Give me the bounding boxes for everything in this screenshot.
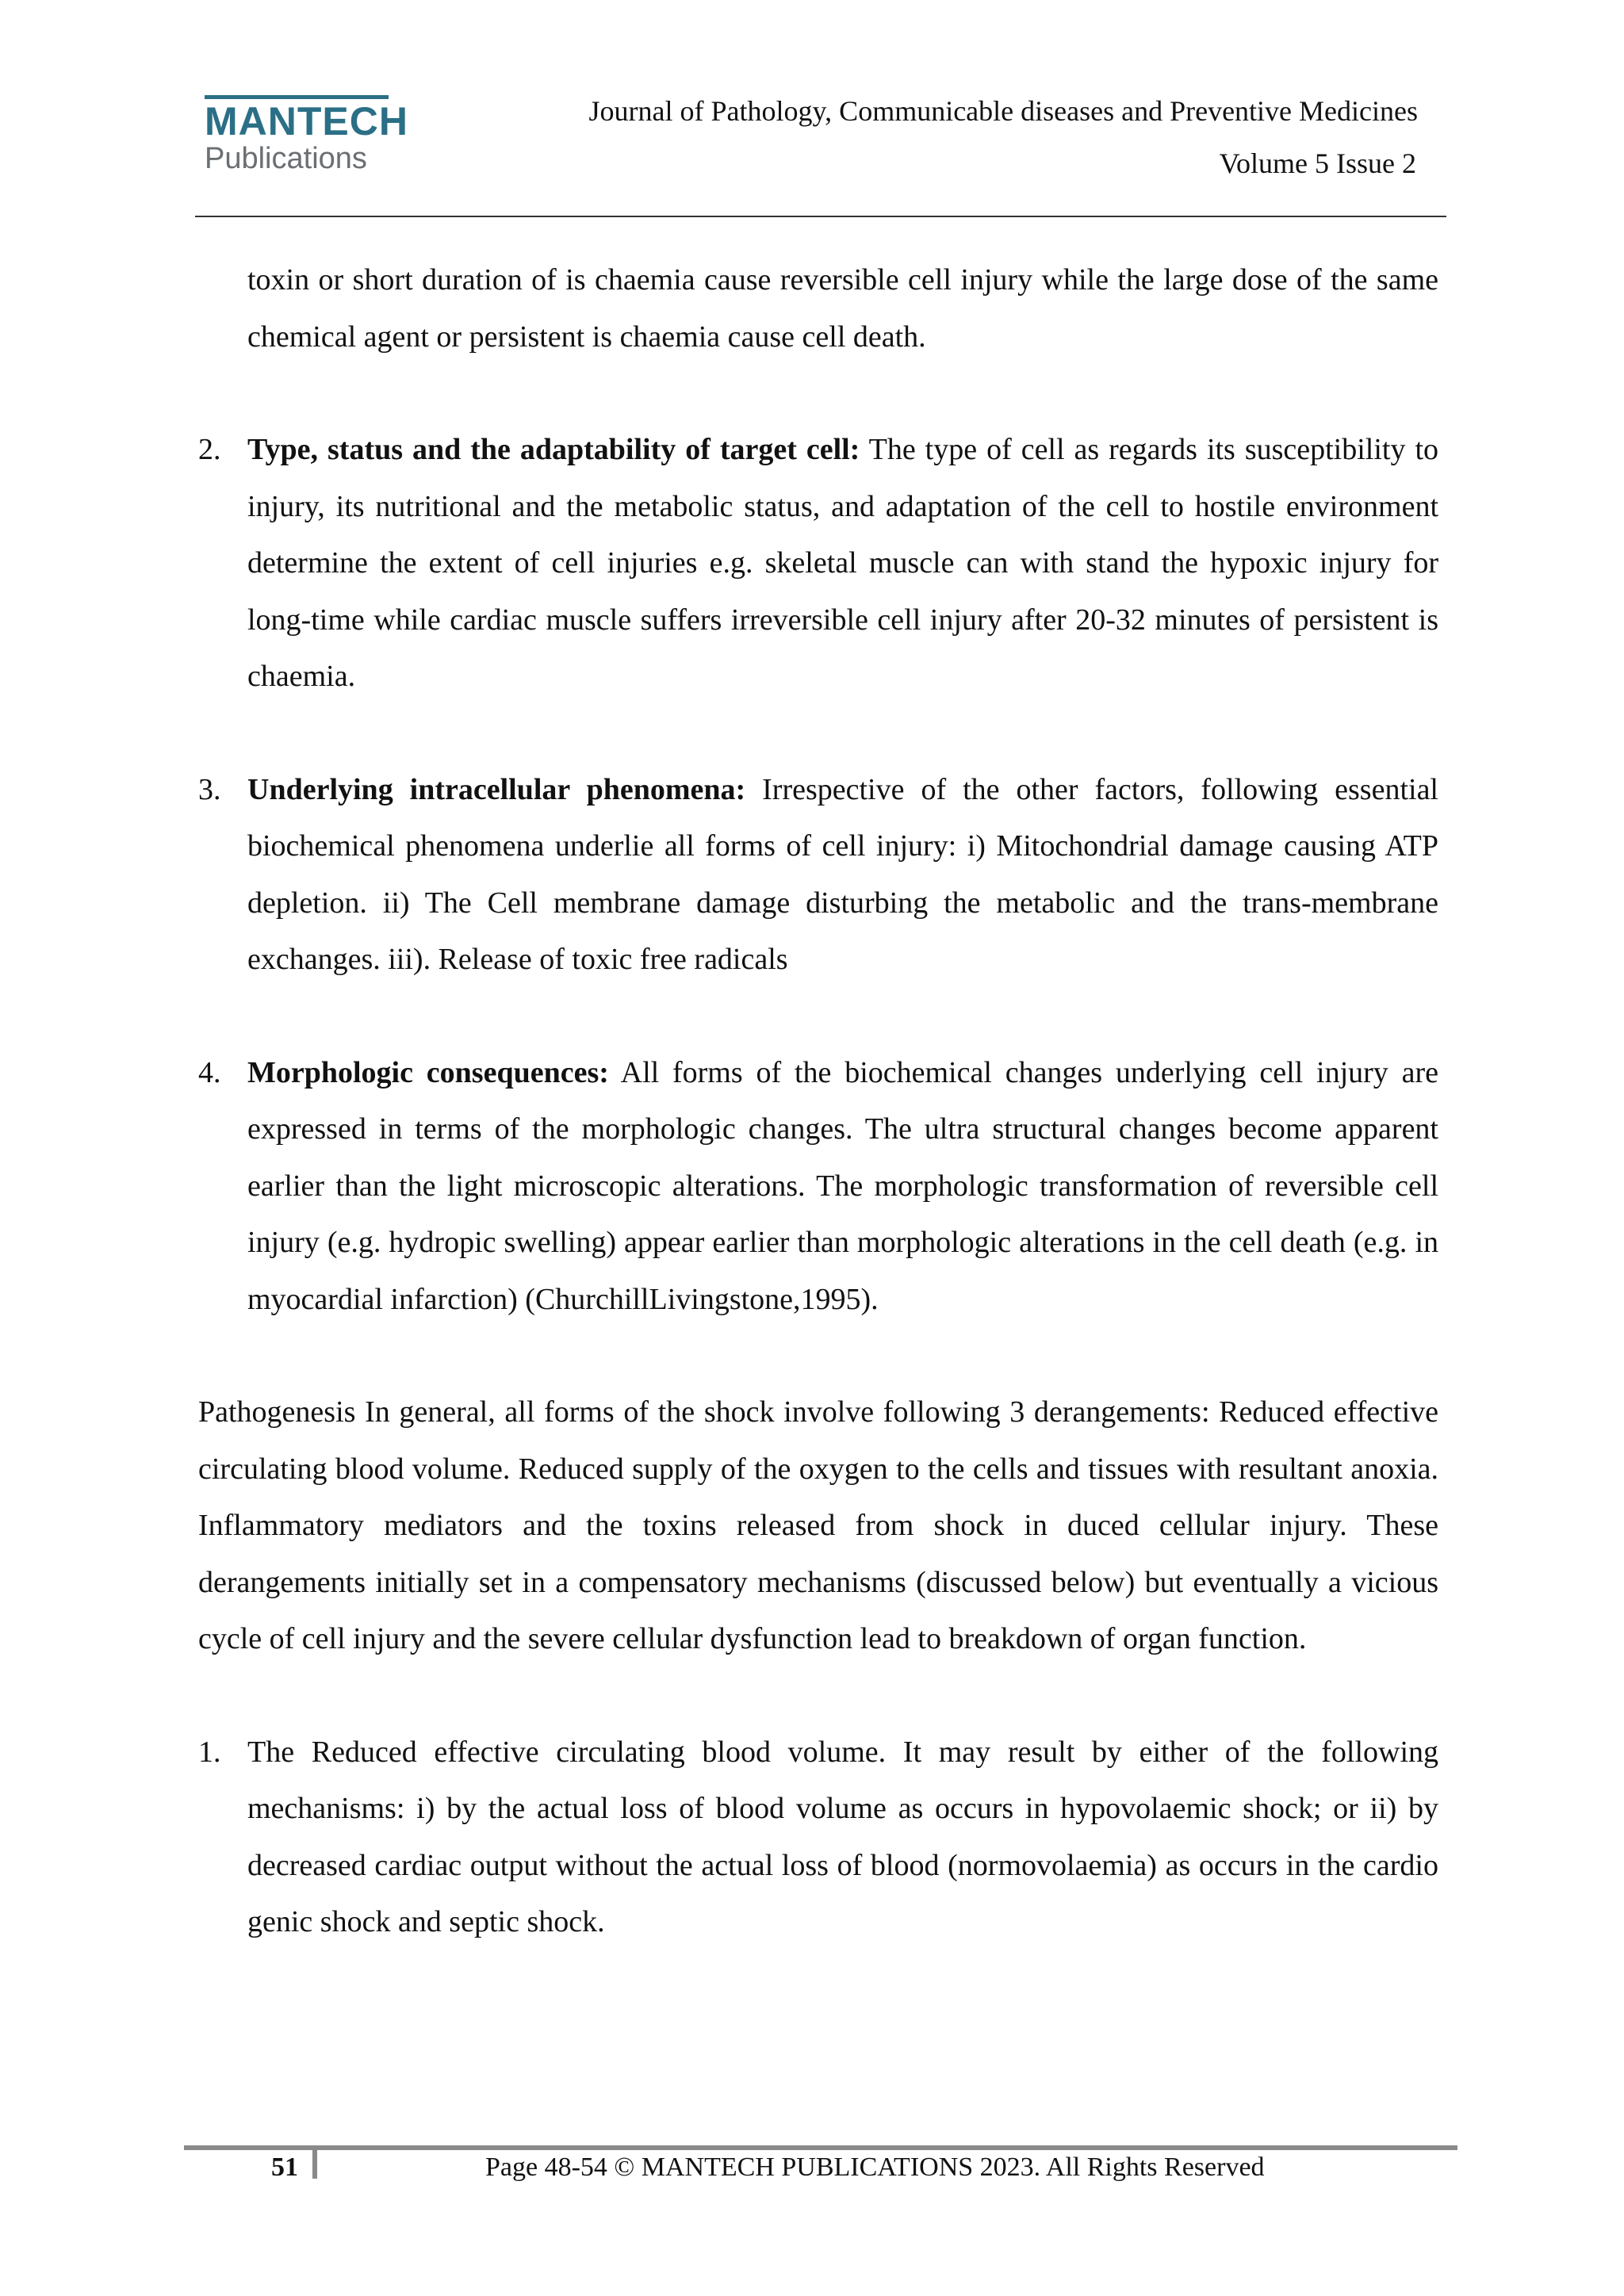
- logo-bar: [205, 95, 389, 99]
- list-item: [198, 422, 1438, 706]
- logo-subtitle: Publications: [205, 142, 367, 175]
- page-number: 51: [271, 2152, 298, 2182]
- pathogenesis-paragraph: Pathogenesis In general, all forms of the shock involve following 3 derangements: Reduced effective circulating blood volume. Reduced supply of the oxygen to the cells and tissues with resultant anoxia. Inflammatory mediators and the toxins released from shock in duced cellular injury. These derangements initially set in a compensatory mechanisms (discussed below) but eventually a vicious cycle of cell injury and the severe cellular dysfunction lead to breakdown of organ function.: [198, 1395, 1438, 1655]
- logo-top-text: MANTECH: [205, 99, 408, 144]
- list-number: 1.: [198, 1735, 221, 1769]
- list-text: All forms of the biochemical changes underlying cell injury are expressed in terms of the morphologic changes. The ultra structural changes become apparent earlier than the light microscopic alterations. The morphologic transformation of reversible cell injury (e.g. hydropic swelling) appear earlier than morphologic alterations in the cell death (e.g. in myocardial infarction) (ChurchillLivingstone,1995).: [247, 1055, 1439, 1316]
- list-text: The Reduced effective circulating blood volume. It may result by either of the following mechanisms: i) by the actual loss of blood volume as occurs in hypovolaemic shock; or ii) by decreased cardiac output without the actual loss of blood (normovolaemia) as occurs in the cardio genic shock and septic shock.: [247, 1735, 1438, 1938]
- publisher-logo: [205, 99, 408, 178]
- article-body: [198, 252, 1438, 2007]
- list-heading: Morphologic consequences:: [247, 1055, 609, 1089]
- list-number: 2.: [198, 433, 221, 466]
- header-divider: [195, 216, 1446, 217]
- journal-volume: Volume 5 Issue 2: [1219, 147, 1416, 179]
- footer-divider: [184, 2145, 1457, 2150]
- list-heading: Underlying intracellular phenomena:: [247, 772, 746, 806]
- list-heading: Type, status and the adaptability of target cell:: [247, 433, 860, 466]
- list-text: The type of cell as regards its susceptibility to injury, its nutritional and the metabolic status, and adaptation of the cell to hostile environment determine the extent of cell injuries e.g. skeletal muscle can with stand the hypoxic injury for long-time while cardiac muscle suffers irreversible cell injury after 20-32 minutes of persistent is chaemia.: [247, 433, 1438, 693]
- continuation-paragraph: toxin or short duration of is chaemia cause reversible cell injury while the large dose of the same chemical agent or persistent is chaemia cause cell death.: [247, 263, 1438, 354]
- list-number: 3.: [198, 772, 221, 806]
- list-item: [198, 1724, 1438, 1951]
- list-item: [198, 1045, 1438, 1329]
- footer-copyright: Page 48-54 © MANTECH PUBLICATIONS 2023. All Rights Reserved: [485, 2152, 1265, 2182]
- footer-separator: [312, 2149, 317, 2179]
- list-item: [198, 762, 1438, 989]
- list-text: Irrespective of the other factors, following essential biochemical phenomena underlie all forms of cell injury: i) Mitochondrial damage causing ATP depletion. ii) The Cell membrane damage disturbing the metabolic and the trans-membrane exchanges. iii). Release of toxic free radicals: [247, 772, 1438, 976]
- logo-wordmark: [205, 99, 408, 144]
- journal-title: Journal of Pathology, Communicable diseases and Preventive Medicines: [588, 95, 1418, 127]
- list-number: 4.: [198, 1055, 221, 1089]
